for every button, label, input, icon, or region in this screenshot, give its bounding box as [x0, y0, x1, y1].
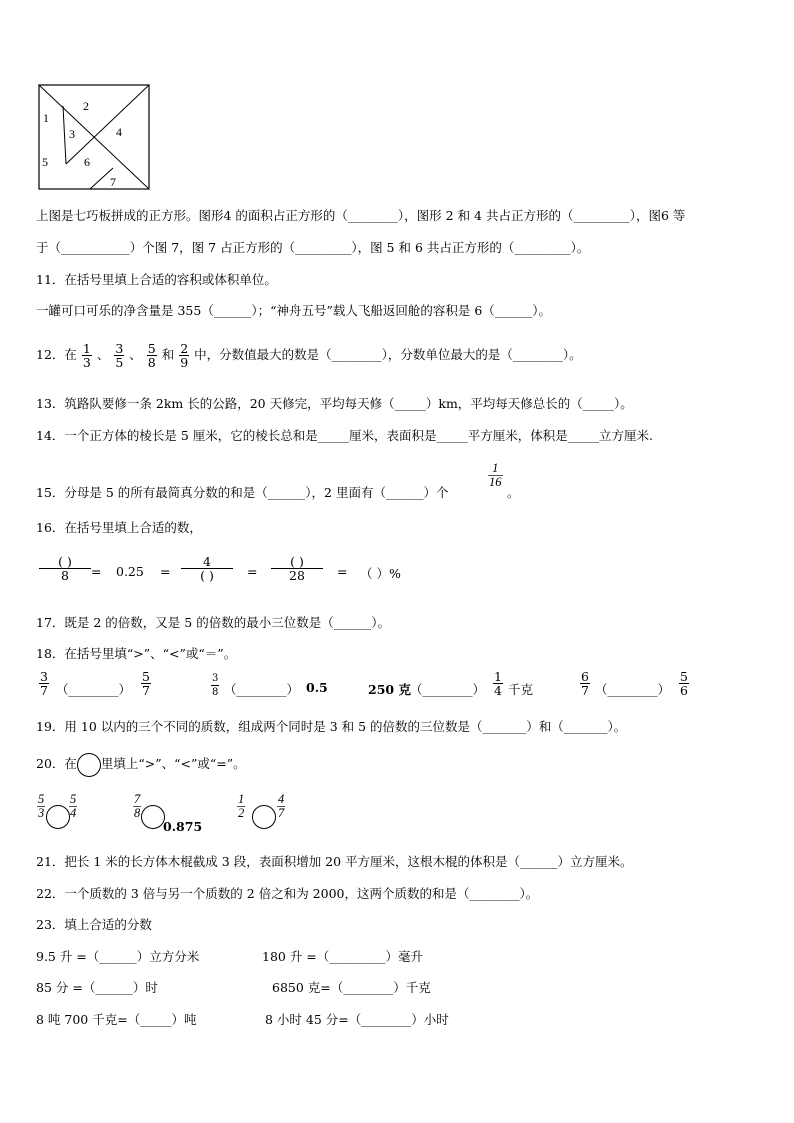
- tangram-line: [63, 106, 66, 164]
- q15-fraction-denominator: 16: [489, 475, 502, 489]
- q21-line: 21．把长 1 米的长方体木棍截成 3 段，表面积增加 20 平方厘米，这根木棍的体积是（______）立方厘米。: [36, 854, 633, 869]
- q12-fraction: $\frac{2}{9}$: [180, 341, 189, 370]
- q15-fraction: [488, 462, 503, 489]
- tangram-label-7: 7: [110, 175, 116, 189]
- q15-text: 15．分母是 5 的所有最简真分数的和是（______），2 里面有（______）个: [36, 485, 449, 500]
- q18-title: 18．在括号里填“>”、“<”或“＝”。: [36, 646, 237, 661]
- q23-item: 180 升 =（_________）毫升: [262, 949, 424, 964]
- q12-separator: 、: [96, 347, 110, 362]
- q15-fraction-numerator: 1: [488, 462, 503, 476]
- q12-and: 和: [161, 347, 175, 362]
- q16-fraction-2: 4 ( ): [181, 555, 233, 582]
- q11-line: 一罐可口可乐的净含量是 355（______）；“神舟五号”载人飞船返回舱的容积是 6（______）。: [36, 303, 552, 318]
- tangram-label-5: 5: [42, 155, 48, 169]
- tangram-line: [66, 85, 149, 164]
- q16-equals: =: [160, 564, 171, 579]
- tangram-label-4: 4: [116, 125, 122, 139]
- q14-line: 14．一个正方体的棱长是 5 厘米，它的棱长总和是_____厘米，表面积是_____平方厘米，体积是_____立方厘米.: [36, 428, 654, 443]
- q12-fraction: $\frac{5}{8}$: [147, 341, 156, 370]
- q15-line: [36, 484, 448, 502]
- q16-title: 16．在括号里填上合适的数，: [36, 520, 202, 535]
- q23-item: 6850 克=（________）千克: [272, 980, 431, 995]
- tangram-label-2: 2: [83, 99, 89, 113]
- q11-title: 11．在括号里填上合适的容积或体积单位。: [36, 272, 277, 287]
- q12-line: [36, 340, 582, 370]
- tangram-label-1: 1: [43, 111, 49, 125]
- q20-row: $\frac{5}{3}$ $\frac{5}{4}$ $\frac{7}{8}$ 0.875 $\frac{1}{2}$ $\frac{4}{7}$: [38, 792, 285, 834]
- q13-line: 13．筑路队要修一条 2km 长的公路，20 天修完，平均每天修（_____）km，平均每天修总长的（_____）。: [36, 396, 633, 411]
- q18-row: $\frac{3}{7}$ （________） $\frac{5}{7}$ $\frac{3}{8}$ （________） 0.5 250 克 （________） $\frac{1}{4}$ 千克 $\frac{6}{7}$ （________） $\frac{5}{6}$: [40, 669, 688, 698]
- q23-item: 85 分 =（______）时: [36, 980, 158, 995]
- q19-line: 19．用 10 以内的三个不同的质数，组成两个同时是 3 和 5 的倍数的三位数是（_______）和（_______）。: [36, 719, 627, 734]
- q12-suffix: 中，分数值最大的数是（________），分数单位最大的是（________）。: [194, 347, 582, 362]
- q16-percent: （ ）%: [360, 566, 401, 581]
- q16-value: 0.25: [116, 564, 144, 579]
- compare-circle-icon[interactable]: [46, 805, 70, 829]
- q16-equals: =: [247, 564, 258, 579]
- q23-item: 9.5 升 =（______）立方分米: [36, 949, 200, 964]
- q12-prefix: 12．在: [36, 347, 77, 362]
- q16-equals: =: [91, 564, 102, 579]
- q16-fraction-3: ( ) 28: [271, 555, 323, 582]
- q12-fraction: $\frac{3}{5}$: [115, 341, 124, 370]
- q23-title: 23．填上合适的分数: [36, 917, 152, 932]
- q15-end: 。: [507, 485, 520, 500]
- compare-circle-icon[interactable]: [141, 805, 165, 829]
- q23-item: 8 吨 700 千克=（_____）吨: [36, 1012, 197, 1027]
- q16-fraction-1: ( ) 8: [39, 555, 91, 582]
- tangram-figure: [38, 84, 151, 192]
- q10-line-1: 上图是七巧板拼成的正方形。图形4 的面积占正方形的（________），图形 2 和 4 共占正方形的（_________），图6 等: [36, 208, 686, 223]
- tangram-label-3: 3: [69, 127, 75, 141]
- q16-equals: =: [337, 564, 348, 579]
- q17-line: 17．既是 2 的倍数，又是 5 的倍数的最小三位数是（______）。: [36, 615, 390, 630]
- q20-title: 20．在 里填上“>”、“<”或“=”。: [36, 752, 246, 777]
- q12-fraction: $\frac{1}{3}$: [82, 341, 91, 370]
- q10-line-2: 于（___________）个图 7，图 7 占正方形的（_________），图 5 和 6 共占正方形的（_________）。: [36, 240, 590, 255]
- tangram-label-6: 6: [84, 155, 90, 169]
- q23-item: 8 小时 45 分=（________）小时: [265, 1012, 449, 1027]
- compare-circle-icon: [77, 753, 101, 777]
- q12-separator: 、: [129, 347, 142, 362]
- compare-circle-icon[interactable]: [252, 805, 276, 829]
- q22-line: 22．一个质数的 3 倍与另一个质数的 2 倍之和为 2000，这两个质数的和是（________）。: [36, 886, 539, 901]
